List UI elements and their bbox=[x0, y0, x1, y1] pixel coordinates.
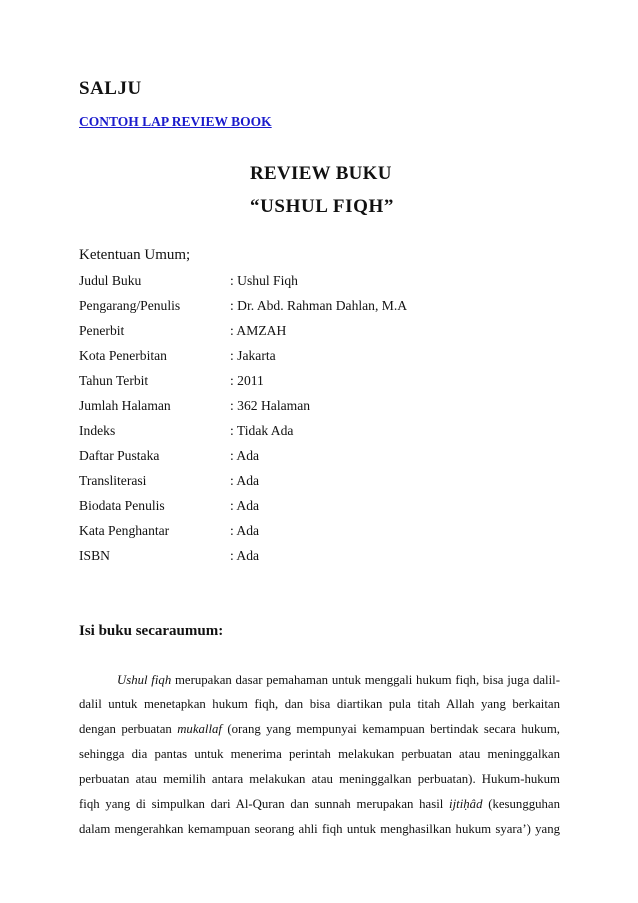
contoh-review-link[interactable]: CONTOH LAP REVIEW BOOK bbox=[79, 114, 272, 129]
spec-key: Jumlah Halaman bbox=[79, 398, 171, 413]
spec-value: : Ada bbox=[230, 548, 260, 563]
spec-key: Pengarang/Penulis bbox=[79, 298, 181, 313]
spec-value: : Ada bbox=[230, 523, 260, 538]
paragraph-line bbox=[79, 822, 560, 837]
book-title: “USHUL FIQH” bbox=[250, 196, 394, 217]
spec-key: Kata Penghantar bbox=[79, 523, 170, 538]
spec-key: Penerbit bbox=[79, 323, 125, 338]
italic-term: Ushul fiqh bbox=[117, 673, 172, 687]
spec-key: Transliterasi bbox=[79, 473, 147, 488]
ketentuan-umum-label: Ketentuan Umum; bbox=[79, 247, 191, 263]
spec-key: Daftar Pustaka bbox=[79, 448, 160, 463]
spec-key: Indeks bbox=[79, 423, 116, 438]
paragraph-text: merupakan dasar pemahaman untuk menggali hukum fiqh, bisa juga dalil- bbox=[171, 673, 560, 687]
paragraph-text: (orang yang mempunyai kemampuan bertindak secara hukum, bbox=[221, 722, 560, 736]
spec-value: : Tidak Ada bbox=[230, 423, 294, 438]
spec-key: ISBN bbox=[79, 548, 110, 563]
paragraph-line bbox=[79, 697, 560, 712]
spec-key: Biodata Penulis bbox=[79, 498, 165, 513]
paragraph-text: sehingga dia pantas untuk menerima perintah melakukan perbuatan atau meninggalkan bbox=[79, 747, 560, 761]
review-heading: REVIEW BUKU bbox=[250, 163, 392, 184]
spec-value: : Ushul Fiqh bbox=[230, 273, 298, 288]
spec-value: : 2011 bbox=[230, 373, 264, 388]
paragraph-text: dalil untuk menetapkan hukum fiqh, dan bisa diartikan pula titah Allah yang berkaitan bbox=[79, 697, 560, 711]
paragraph-line bbox=[117, 673, 560, 688]
paragraph-line bbox=[79, 797, 560, 812]
paragraph-text: perbuatan atau memilih antara melakukan atau meninggalkan perbuatan). Hukum-hukum bbox=[79, 772, 560, 786]
document-header-title: SALJU bbox=[79, 78, 142, 99]
spec-key: Tahun Terbit bbox=[79, 373, 149, 388]
spec-value: : Ada bbox=[230, 498, 260, 513]
paragraph-line bbox=[79, 747, 560, 762]
paragraph-text: fiqh yang di simpulkan dari Al-Quran dan sunnah merupakan hasil bbox=[79, 797, 450, 811]
spec-key: Kota Penerbitan bbox=[79, 348, 167, 363]
italic-term: ijtiḥâd bbox=[449, 797, 483, 811]
isi-buku-heading: Isi buku secaraumum: bbox=[79, 623, 224, 639]
spec-value: : Dr. Abd. Rahman Dahlan, M.A bbox=[230, 298, 408, 313]
spec-value: : Ada bbox=[230, 473, 260, 488]
spec-value: : Jakarta bbox=[230, 348, 276, 363]
paragraph-line bbox=[79, 722, 560, 737]
paragraph-text: (kesungguhan bbox=[482, 797, 560, 811]
paragraph-text: dengan perbuatan bbox=[79, 722, 178, 736]
spec-value: : AMZAH bbox=[230, 323, 287, 338]
italic-term: mukallaf bbox=[177, 722, 222, 736]
paragraph-text: dalam mengerahkan kemampuan seorang ahli fiqh untuk menghasilkan hukum syara’) yang bbox=[79, 822, 560, 836]
paragraph-line bbox=[79, 772, 560, 787]
spec-value: : Ada bbox=[230, 448, 260, 463]
spec-value: : 362 Halaman bbox=[230, 398, 311, 413]
spec-key: Judul Buku bbox=[79, 273, 142, 288]
